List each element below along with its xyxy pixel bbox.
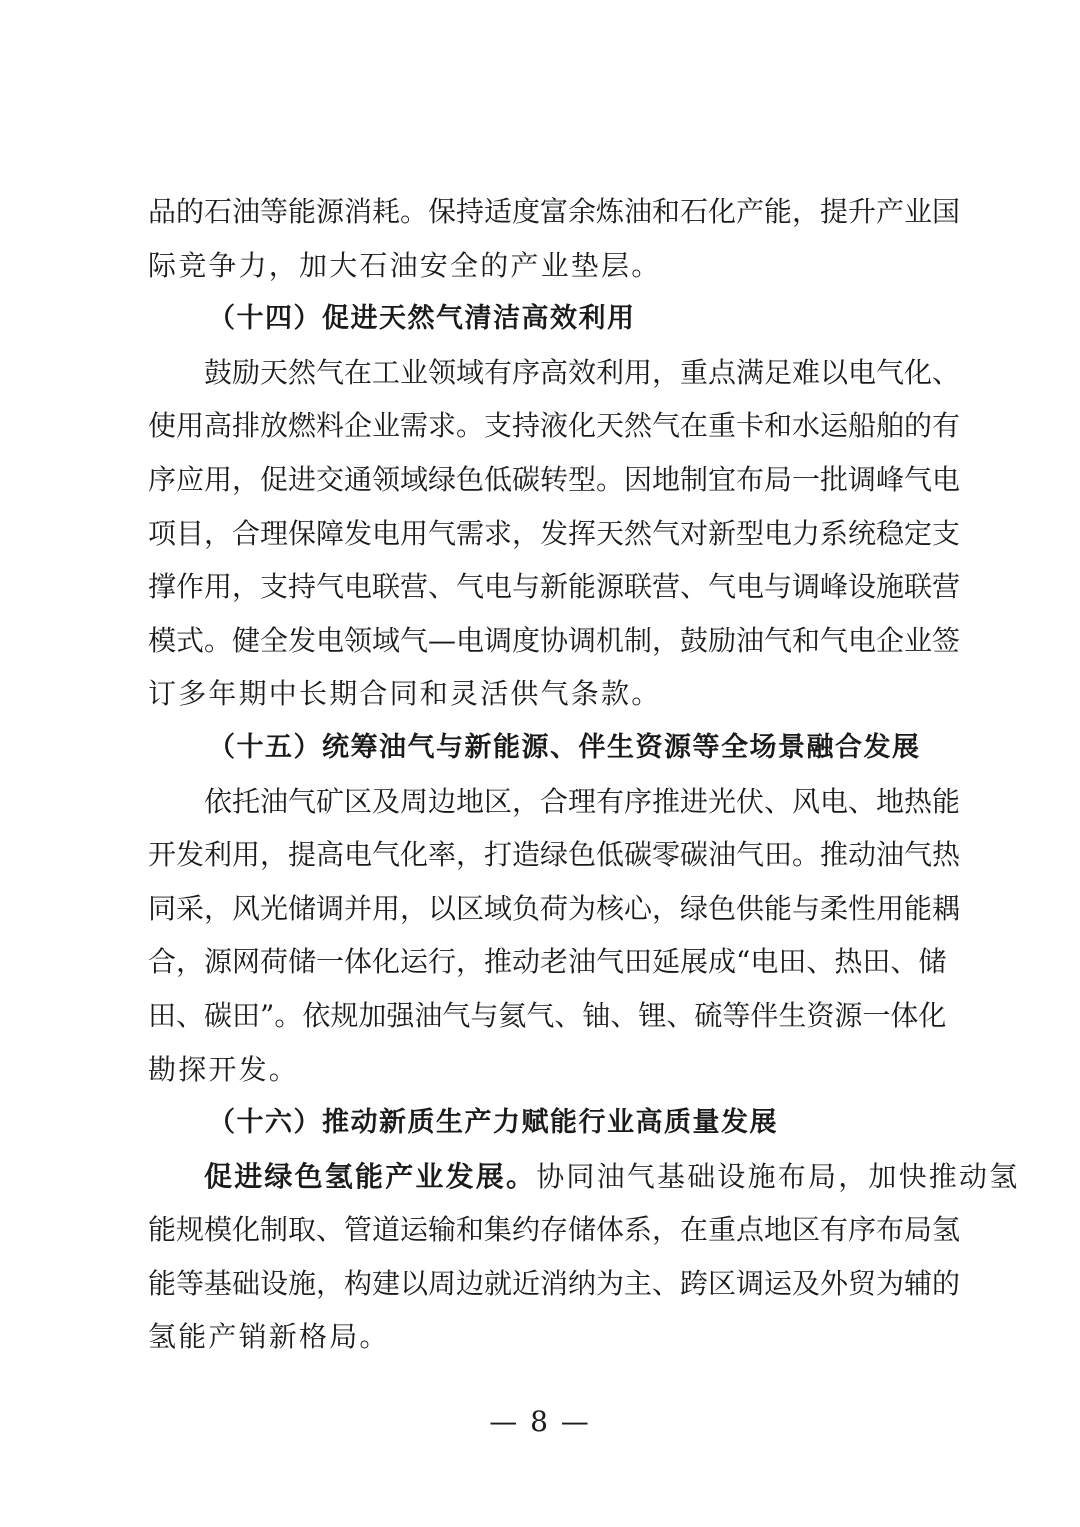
section-heading-16: （十六）推动新质生产力赋能行业高质量发展 (208, 1107, 778, 1139)
paragraph-line: 同采，风光储调并用，以区域负荷为核心，绿色供能与柔性用能耦 (148, 891, 961, 925)
paragraph-line: 撑作用，支持气电联营、气电与新能源联营、气电与调峰设施联营 (148, 570, 961, 604)
paragraph-line: 氢能产销新格局。 (148, 1320, 390, 1354)
paragraph-line: 能等基础设施，构建以周边就近消纳为主、跨区调运及外贸为辅的 (148, 1266, 961, 1300)
paragraph-line: 项目，合理保障发电用气需求，发挥天然气对新型电力系统稳定支 (148, 516, 961, 550)
document-body (148, 185, 1020, 1364)
paragraph-line: 订多年期中长期合同和灵活供气条款。 (148, 677, 662, 711)
paragraph-line (148, 1150, 1020, 1204)
paragraph-line: 序应用，促进交通领域绿色低碳转型。因地制宜布局一批调峰气电 (148, 462, 961, 496)
paragraph-line: 品的石油等能源消耗。保持适度富余炼油和石化产能，提升产业国 (148, 195, 961, 228)
page-number: — 8 — (489, 1405, 591, 1438)
paragraph-text: 协同油气基础设施布局，加快推动氢 (536, 1159, 1020, 1193)
paragraph-line: 能规模化制取、管道运输和集约存储体系，在重点地区有序布局氢 (148, 1213, 961, 1247)
paragraph-line: 鼓励天然气在工业领域有序高效利用，重点满足难以电气化、 (204, 355, 961, 389)
paragraph-line: 开发利用，提高电气化率，打造绿色低碳零碳油气田。推动油气热 (148, 838, 961, 872)
bold-lead-phrase: 促进绿色氢能产业发展。 (204, 1159, 537, 1193)
paragraph-line: 际竞争力，加大石油安全的产业垫层。 (148, 248, 662, 282)
paragraph-line: 勘探开发。 (148, 1052, 300, 1086)
section-heading-14: （十四）促进天然气清洁高效利用 (208, 303, 636, 335)
paragraph-line: 合，源网荷储一体化运行，推动老油气田延展成“电田、热田、储 (148, 945, 947, 979)
paragraph-line: 模式。健全发电领域气—电调度协调机制，鼓励油气和气电企业签 (148, 623, 961, 657)
section-heading-15: （十五）统筹油气与新能源、伴生资源等全场景融合发展 (208, 731, 921, 763)
paragraph-line: 依托油气矿区及周边地区，合理有序推进光伏、风电、地热能 (204, 784, 961, 818)
paragraph-line: 田、碳田”。依规加强油气与氦气、铀、锂、硫等伴生资源一体化 (148, 998, 947, 1032)
paragraph-line: 使用高排放燃料企业需求。支持液化天然气在重卡和水运船舶的有 (148, 409, 961, 443)
